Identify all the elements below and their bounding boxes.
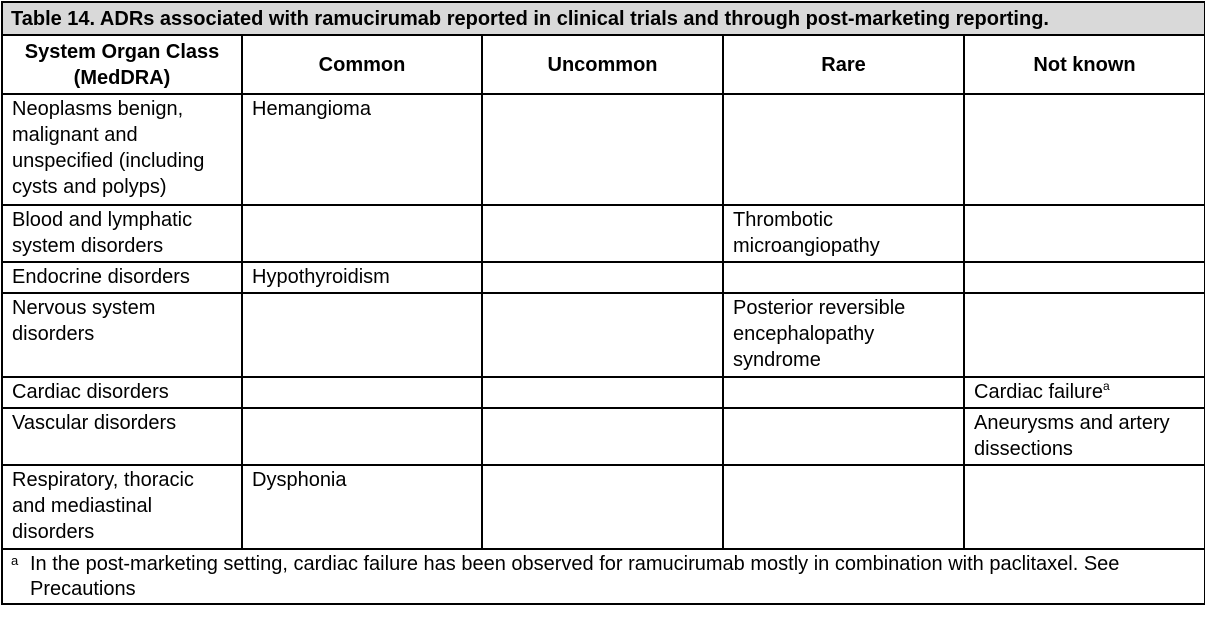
- cell-uncommon: [482, 94, 723, 205]
- cell-soc: Neoplasms benign, malignant and unspecified (including cysts and polyps): [2, 94, 242, 205]
- cell-common: [242, 293, 482, 377]
- cell-rare: [723, 377, 964, 408]
- cell-not-known: [964, 205, 1205, 262]
- cell-common: Hemangioma: [242, 94, 482, 205]
- cell-common: [242, 377, 482, 408]
- table-row: [2, 205, 1205, 262]
- table-title: Table 14. ADRs associated with ramucirumab reported in clinical trials and through post-marketing reporting.: [2, 2, 1205, 35]
- adr-table: [1, 1, 1205, 605]
- table-row: [2, 293, 1205, 377]
- cell-rare: [723, 465, 964, 549]
- cell-soc: Endocrine disorders: [2, 262, 242, 293]
- header-common: Common: [242, 35, 482, 94]
- cell-common: Dysphonia: [242, 465, 482, 549]
- cell-rare: [723, 94, 964, 205]
- cell-soc: Vascular disorders: [2, 408, 242, 465]
- table-row: [2, 465, 1205, 549]
- table-row: [2, 94, 1205, 205]
- cell-not-known: [964, 262, 1205, 293]
- table-row: [2, 377, 1205, 408]
- cell-soc: Respiratory, thoracic and mediastinal disorders: [2, 465, 242, 549]
- cell-rare: Posterior reversible encephalopathy syndrome: [723, 293, 964, 377]
- footnote-row: [2, 549, 1205, 604]
- cell-rare: [723, 408, 964, 465]
- footnote-text: In the post-marketing setting, cardiac failure has been observed for ramucirumab mostly in combination with paclitaxel. See Precautions: [30, 553, 1120, 600]
- footnote-cell: [2, 549, 1205, 604]
- table-row: [2, 408, 1205, 465]
- cell-not-known: [964, 377, 1205, 408]
- cell-rare: Thrombotic microangiopathy: [723, 205, 964, 262]
- cell-not-known: [964, 94, 1205, 205]
- header-rare: Rare: [723, 35, 964, 94]
- table-header-row: [2, 35, 1205, 94]
- cell-not-known-text: Cardiac failure: [974, 381, 1103, 403]
- header-not-known: Not known: [964, 35, 1205, 94]
- cell-uncommon: [482, 377, 723, 408]
- cell-rare: [723, 262, 964, 293]
- cell-not-known: [964, 465, 1205, 549]
- cell-not-known: Aneurysms and artery dissections: [964, 408, 1205, 465]
- cell-uncommon: [482, 408, 723, 465]
- header-uncommon: Uncommon: [482, 35, 723, 94]
- table-row: [2, 262, 1205, 293]
- cell-uncommon: [482, 293, 723, 377]
- cell-common: Hypothyroidism: [242, 262, 482, 293]
- cell-uncommon: [482, 262, 723, 293]
- header-soc: System Organ Class (MedDRA): [2, 35, 242, 94]
- footnote-marker: a: [11, 553, 19, 568]
- cell-uncommon: [482, 205, 723, 262]
- cell-soc: Cardiac disorders: [2, 377, 242, 408]
- cell-common: [242, 205, 482, 262]
- cell-not-known: [964, 293, 1205, 377]
- cell-soc: Blood and lymphatic system disorders: [2, 205, 242, 262]
- cell-soc: Nervous system disorders: [2, 293, 242, 377]
- cell-common: [242, 408, 482, 465]
- footnote-ref: a: [1102, 379, 1110, 393]
- cell-uncommon: [482, 465, 723, 549]
